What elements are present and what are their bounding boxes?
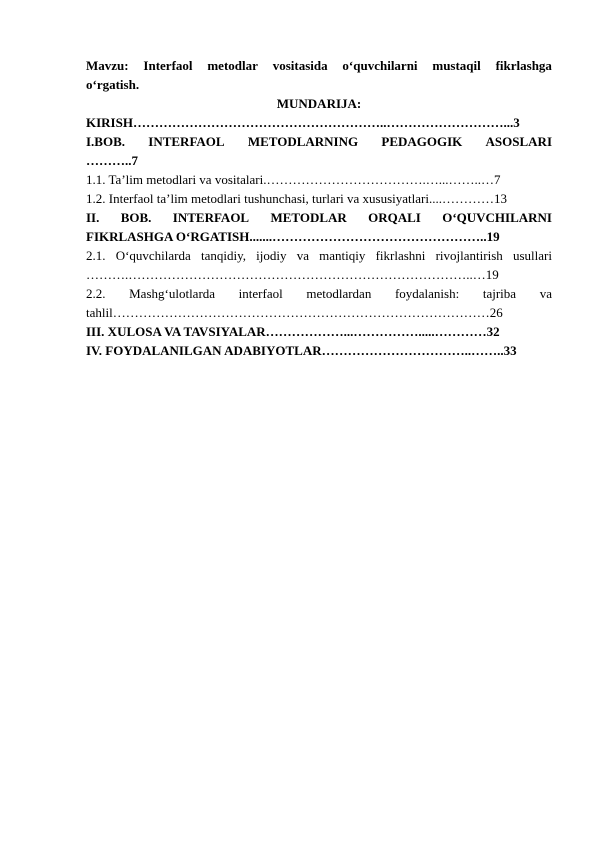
topic-word: o‘quvchilarni <box>342 58 418 73</box>
toc-word: METODLARNING <box>247 134 359 149</box>
toc-word: BOB. <box>120 210 152 225</box>
toc-word: rivojlantirish <box>435 248 503 263</box>
toc-entry-2-1-page: ……….……………………………………………………………………..…19 <box>86 267 499 282</box>
toc-word: II. <box>86 210 100 225</box>
topic-word: Interfaol <box>143 58 193 73</box>
toc-entry-1-1: 1.1. Ta’lim metodlari va vositalari.……………………………….…...……..…7 <box>86 172 501 187</box>
toc-word: fikrlashni <box>375 248 426 263</box>
toc-word: INTERFAOL <box>172 210 250 225</box>
toc-word: interfaol <box>238 286 283 301</box>
toc-word: tajriba <box>482 286 517 301</box>
toc-heading: MUNDARIJA: <box>276 96 362 111</box>
toc-word: PEDAGOGIK <box>381 134 463 149</box>
page-content <box>86 56 552 360</box>
toc-word: O‘QUVCHILARNI <box>442 210 552 225</box>
toc-word: METODLAR <box>270 210 347 225</box>
toc-word: foydalanish: <box>394 286 460 301</box>
toc-word: metodlardan <box>306 286 372 301</box>
toc-word: usullari <box>512 248 552 263</box>
topic-line-2: o‘rgatish. <box>86 77 140 92</box>
topic-word: mustaqil <box>432 58 481 73</box>
toc-entry-2-2 <box>86 284 552 303</box>
toc-entry-2-1 <box>86 246 552 265</box>
toc-entry-adabiyot: IV. FOYDALANILGAN ADABIYOTLAR……………………………..……..33 <box>86 343 517 358</box>
toc-entry-bob1 <box>86 132 552 151</box>
toc-word: O‘quvchilarda <box>115 248 191 263</box>
toc-word: mantiqiy <box>319 248 366 263</box>
toc-word: Mashg‘ulotlarda <box>129 286 216 301</box>
toc-entry-bob1-page: ………..7 <box>86 153 138 168</box>
toc-entry-1-2: 1.2. Interfaol ta’lim metodlari tushunchasi, turlari va xususiyatlari....…………13 <box>86 191 507 206</box>
topic-word: metodlar <box>207 58 258 73</box>
toc-entry-kirish: KIRISH…………………………………………………..………………………...3 <box>86 115 520 130</box>
toc-word: va <box>539 286 552 301</box>
toc-word: ORQALI <box>368 210 421 225</box>
toc-entry-xulosa: III. XULOSA VA TAVSIYALAR………………...…………….....…………32 <box>86 324 500 339</box>
toc-entry-bob2 <box>86 208 552 227</box>
toc-word: va <box>296 248 309 263</box>
toc-word: 2.2. <box>86 286 106 301</box>
toc-word: ASOSLARI <box>485 134 552 149</box>
toc-word: INTERFAOL <box>148 134 225 149</box>
topic-word: fikrlashga <box>495 58 552 73</box>
topic-word: Mavzu: <box>86 58 129 73</box>
toc-entry-bob2-line2: FIKRLASHGA O‘RGATISH.......…………………………………………..19 <box>86 229 500 244</box>
toc-word: I.BOB. <box>86 134 126 149</box>
toc-entry-2-2-page: tahlil……………………………………………………………………………26 <box>86 305 503 320</box>
topic-word: vositasida <box>272 58 328 73</box>
toc-word: tanqidiy, <box>200 248 246 263</box>
toc-word: 2.1. <box>86 248 106 263</box>
toc-word: ijodiy <box>256 248 287 263</box>
topic-line-1 <box>86 56 552 75</box>
